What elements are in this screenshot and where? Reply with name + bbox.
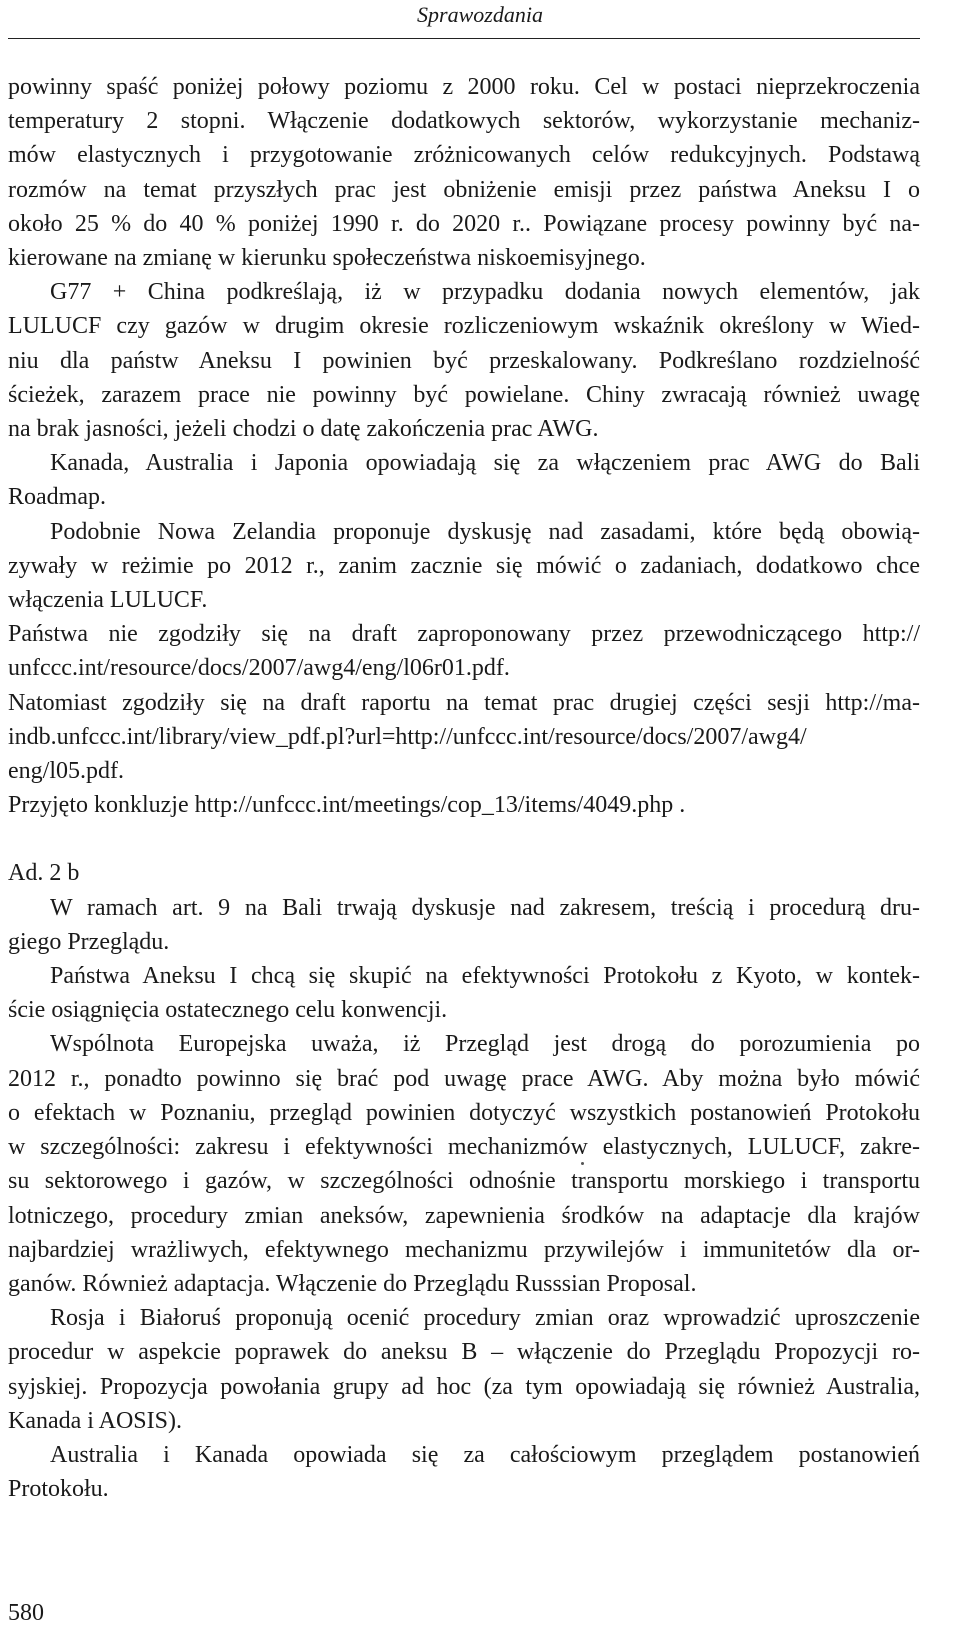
text-line: 2012 r., ponadto powinno się brać pod uwagę prace AWG. Aby można było mówić bbox=[8, 1065, 920, 1092]
text-line: temperatury 2 stopni. Włączenie dodatkowych sektorów, wykorzystanie mechaniz- bbox=[8, 108, 920, 135]
text-line: procedur w aspekcie poprawek do aneksu B – włączenie do Przeglądu Propozycji ro- bbox=[8, 1339, 920, 1366]
text-line: kierowane na zmianę w kierunku społeczeństwa niskoemisyjnego. bbox=[8, 245, 646, 272]
text-line: ście osiągnięcia ostatecznego celu konwencji. bbox=[8, 997, 448, 1024]
section-heading: Ad. 2 b bbox=[8, 860, 80, 887]
text-line: rozmów na temat przyszłych prac jest obniżenie emisji przez państwa Aneksu I o bbox=[8, 176, 920, 203]
page-body bbox=[8, 70, 920, 1506]
text-line: lotniczego, procedury zmian aneksów, zapewnienia środków na adaptacje dla krajów bbox=[8, 1202, 920, 1229]
print-speck bbox=[581, 1162, 584, 1165]
text-line: su sektorowego i gazów, w szczególności odnośnie transportu morskiego i transportu bbox=[8, 1168, 920, 1195]
page-number: 580 bbox=[8, 1600, 44, 1626]
running-header: Sprawozdania bbox=[417, 2, 543, 27]
text-line: Kanada i AOSIS). bbox=[8, 1407, 182, 1434]
text-line: Wspólnota Europejska uważa, iż Przegląd jest drogą do porozumienia po bbox=[50, 1031, 920, 1058]
text-line: G77 + China podkreślają, iż w przypadku dodania nowych elementów, jak bbox=[50, 279, 920, 306]
text-line: syjskiej. Propozycja powołania grupy ad hoc (za tym opowiadają się również Australia, bbox=[8, 1373, 920, 1400]
text-line: LULUCF czy gazów w drugim okresie rozliczeniowym wskaźnik określony w Wied- bbox=[8, 313, 920, 340]
text-line: giego Przeglądu. bbox=[8, 928, 170, 955]
text-line: ganów. Również adaptacja. Włączenie do Przeglądu Russsian Proposal. bbox=[8, 1270, 697, 1297]
text-line: najbardziej wrażliwych, efektywnego mechanizmu przywilejów i immunitetów dla or- bbox=[8, 1236, 920, 1263]
text-line: Państwa nie zgodziły się na draft zaproponowany przez przewodniczącego http:// bbox=[8, 621, 920, 648]
text-line: powinny spaść poniżej połowy poziomu z 2000 roku. Cel w postaci nieprzekroczenia bbox=[8, 74, 920, 100]
text-line: Protokołu. bbox=[8, 1476, 109, 1503]
text-line: około 25 % do 40 % poniżej 1990 r. do 2020 r.. Powiązane procesy powinny być na- bbox=[8, 210, 920, 237]
text-line: Rosja i Białoruś proponują ocenić procedury zmian oraz wprowadzić uproszczenie bbox=[50, 1305, 920, 1332]
text-line: w szczególności: zakresu i efektywności mechanizmów elastycznych, LULUCF, zakre- bbox=[8, 1134, 920, 1161]
text-line: Kanada, Australia i Japonia opowiadają się za włączeniem prac AWG do Bali bbox=[50, 450, 920, 477]
text-line: unfccc.int/resource/docs/2007/awg4/eng/l06r01.pdf. bbox=[8, 655, 510, 682]
header-rule bbox=[8, 38, 920, 39]
text-line: zywały w reżimie po 2012 r., zanim zacznie się mówić o zadaniach, dodatkowo chce bbox=[8, 552, 920, 579]
text-line: Podobnie Nowa Zelandia proponuje dyskusję nad zasadami, które będą obowią- bbox=[50, 518, 920, 545]
text-line: Australia i Kanada opowiada się za całościowym przeglądem postanowień bbox=[50, 1441, 920, 1468]
text-line: eng/l05.pdf. bbox=[8, 758, 124, 785]
text-line: mów elastycznych i przygotowanie zróżnicowanych celów redukcyjnych. Podstawą bbox=[8, 142, 920, 169]
text-line: Państwa Aneksu I chcą się skupić na efektywności Protokołu z Kyoto, w kontek- bbox=[50, 963, 920, 990]
text-line: niu dla państw Aneksu I powinien być przeskalowany. Podkreślano rozdzielność bbox=[8, 347, 920, 374]
text-line: na brak jasności, jeżeli chodzi o datę zakończenia prac AWG. bbox=[8, 416, 599, 443]
text-line: indb.unfccc.int/library/view_pdf.pl?url=http://unfccc.int/resource/docs/2007/awg4/ bbox=[8, 723, 807, 750]
text-line: Przyjęto konkluzje http://unfccc.int/meetings/cop_13/items/4049.php . bbox=[8, 792, 686, 819]
text-line: o efektach w Poznaniu, przegląd powinien dotyczyć wszystkich postanowień Protokołu bbox=[8, 1099, 920, 1126]
text-line: Roadmap. bbox=[8, 484, 106, 511]
text-line: włączenia LULUCF. bbox=[8, 587, 208, 614]
text-line: Natomiast zgodziły się na draft raportu na temat prac drugiej części sesji http://ma- bbox=[8, 689, 920, 716]
text-line: W ramach art. 9 na Bali trwają dyskusje nad zakresem, treścią i procedurą dru- bbox=[50, 894, 920, 921]
text-line: ścieżek, zarazem prace nie powinny być powielane. Chiny zwracają również uwagę bbox=[8, 381, 920, 408]
